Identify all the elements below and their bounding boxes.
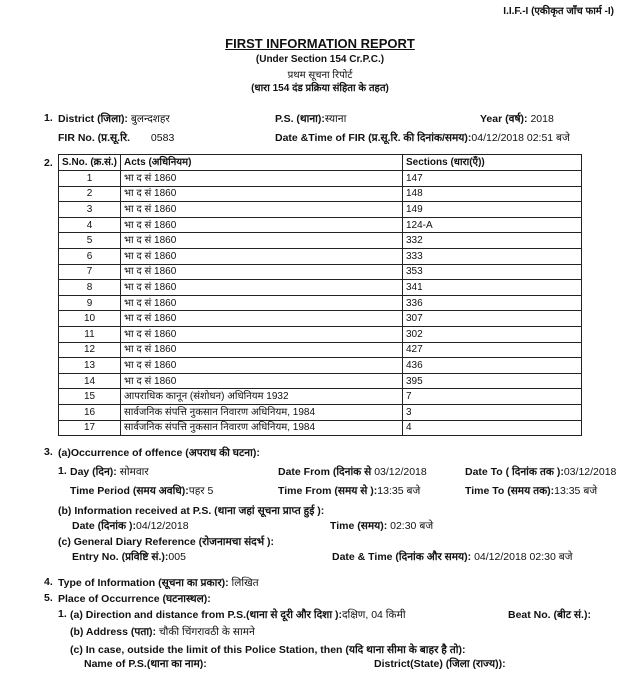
- diary-datetime-value: 04/12/2018 02:30 बजे: [474, 551, 573, 563]
- entry-value: 005: [168, 551, 186, 563]
- row-act: भा द सं 1860: [121, 342, 403, 358]
- fir-datetime-field: [275, 131, 570, 145]
- acts-sections-table: [58, 154, 582, 436]
- address-label: (b) Address (पता):: [70, 626, 157, 638]
- direction-value: दक्षिण, 04 किमी: [341, 609, 406, 621]
- row-section: 124-A: [403, 217, 582, 233]
- table-row: [59, 202, 582, 218]
- table-row: [59, 217, 582, 233]
- row-act: भा द सं 1860: [121, 326, 403, 342]
- row-act: भा द सं 1860: [121, 264, 403, 280]
- row-section: 341: [403, 280, 582, 296]
- table-row: [59, 248, 582, 264]
- col-acts-header: Acts (अधिनियम): [121, 155, 403, 171]
- row-section: 3: [403, 404, 582, 420]
- date-to-label: Date To ( दिनांक तक ):: [465, 466, 564, 478]
- row-act: भा द सं 1860: [121, 202, 403, 218]
- fir-label: FIR No. (प्र.सू.रि.: [58, 132, 130, 144]
- row-sno: 7: [59, 264, 121, 280]
- info-time-field: [330, 519, 433, 533]
- address-value: चौकी चिंगरावठी के सामने: [158, 626, 255, 638]
- row-section: 427: [403, 342, 582, 358]
- table-header-row: [59, 155, 582, 171]
- row-act: भा द सं 1860: [121, 186, 403, 202]
- diary-datetime-label: Date & Time (दिनांक और समय):: [332, 551, 472, 563]
- outside-limit-heading: (c) In case, outside the limit of this Police Station, then (यदि थाना सीमा के बाहर है तो):: [70, 644, 466, 656]
- day-label: Day (दिन):: [70, 466, 117, 478]
- row-act: भा द सं 1860: [121, 280, 403, 296]
- time-to-label: Time To (समय तक):: [465, 485, 555, 497]
- row-section: 147: [403, 171, 582, 187]
- item3-number: 3.: [44, 446, 53, 458]
- row-section: 307: [403, 311, 582, 327]
- row-act: सार्वजनिक संपत्ति नुकसान निवारण अधिनियम, 1984: [121, 420, 403, 436]
- form-code: I.I.F.-I (एकीकृत जाँच फार्म -I): [503, 6, 614, 17]
- row-sno: 10: [59, 311, 121, 327]
- date-from-value: 03/12/2018: [374, 466, 427, 478]
- row-act: भा द सं 1860: [121, 248, 403, 264]
- table-row: [59, 233, 582, 249]
- row-act: आपराधिक कानून (संशोधन) अधिनियम 1932: [121, 389, 403, 405]
- table-row: [59, 389, 582, 405]
- table-row: [59, 358, 582, 374]
- time-to-value: 13:35 बजे: [554, 485, 598, 497]
- day-field: [70, 465, 149, 479]
- info-time-value: 02:30 बजे: [390, 520, 434, 532]
- col-sections-header: Sections (धारा(एँ)): [403, 155, 582, 171]
- diary-datetime-field: [332, 550, 573, 564]
- row-act: भा द सं 1860: [121, 311, 403, 327]
- outside-ps-name-label: Name of P.S.(थाना का नाम):: [84, 658, 207, 670]
- table-row: [59, 295, 582, 311]
- col-sno-header: S.No. (क्र.सं.): [59, 155, 121, 171]
- time-to-field: [465, 484, 597, 498]
- fir-value: 0583: [150, 132, 175, 144]
- district-value: बुलन्दशहर: [130, 113, 170, 125]
- info-received-heading: (b) Information received at P.S. (थाना जहां सूचना प्राप्त हुई ):: [58, 505, 325, 517]
- time-period-field: [70, 484, 213, 498]
- table-row: [59, 342, 582, 358]
- day-number: 1.: [58, 465, 67, 477]
- row-sno: 11: [59, 326, 121, 342]
- row-sno: 4: [59, 217, 121, 233]
- direction-number: 1.: [58, 608, 67, 620]
- date-from-label: Date From (दिनांक से: [278, 466, 372, 478]
- row-act: भा द सं 1860: [121, 171, 403, 187]
- row-sno: 5: [59, 233, 121, 249]
- row-section: 333: [403, 248, 582, 264]
- row-section: 149: [403, 202, 582, 218]
- subtitle-hindi: प्रथम सूचना रिपोर्ट: [287, 70, 353, 81]
- row-sno: 13: [59, 358, 121, 374]
- table-row: [59, 373, 582, 389]
- row-sno: 6: [59, 248, 121, 264]
- row-sno: 1: [59, 171, 121, 187]
- ps-label: P.S. (थाना):: [275, 113, 325, 125]
- day-value: सोमवार: [119, 466, 149, 478]
- fir-date-label: Date &Time of FIR (प्र.सू.रि. की दिनांक/समय):: [275, 132, 472, 144]
- beat-number-label: Beat No. (बीट सं.):: [508, 609, 591, 621]
- row-act: भा द सं 1860: [121, 217, 403, 233]
- ps-value: स्याना: [324, 113, 347, 125]
- info-type-value: लिखित: [231, 577, 259, 589]
- year-label: Year (वर्ष):: [480, 113, 528, 125]
- row-sno: 8: [59, 280, 121, 296]
- row-sno: 17: [59, 420, 121, 436]
- table-row: [59, 186, 582, 202]
- district-field: [58, 112, 170, 126]
- info-date-value: 04/12/2018: [136, 520, 189, 532]
- date-to-value: 03/12/2018: [563, 466, 617, 478]
- time-from-label: Time From (समय से ):: [278, 485, 378, 497]
- row-section: 332: [403, 233, 582, 249]
- fir-number-field: [58, 131, 174, 145]
- date-to-field: [465, 465, 616, 479]
- row-sno: 14: [59, 373, 121, 389]
- row-act: भा द सं 1860: [121, 373, 403, 389]
- row-sno: 9: [59, 295, 121, 311]
- info-type-label: Type of Information (सूचना का प्रकार):: [58, 577, 229, 589]
- row-section: 302: [403, 326, 582, 342]
- table-row: [59, 264, 582, 280]
- fir-date-value: 04/12/2018 02:51 बजे: [471, 132, 570, 144]
- row-sno: 16: [59, 404, 121, 420]
- info-type-field: [58, 576, 259, 590]
- table-row: [59, 280, 582, 296]
- row-section: 336: [403, 295, 582, 311]
- district-label: District (जिला):: [58, 113, 128, 125]
- info-time-label: Time (समय):: [330, 520, 388, 532]
- time-period-value: पहर 5: [188, 485, 214, 497]
- row-section: 7: [403, 389, 582, 405]
- direction-label: (a) Direction and distance from P.S.(थाना से दूरी और दिशा ):: [70, 609, 342, 621]
- date-from-field: [278, 465, 427, 479]
- item4-number: 4.: [44, 576, 53, 588]
- row-section: 436: [403, 358, 582, 374]
- row-act: भा द सं 1860: [121, 233, 403, 249]
- page-title: FIRST INFORMATION REPORT: [225, 36, 415, 51]
- address-field: [70, 625, 255, 639]
- row-act: भा द सं 1860: [121, 358, 403, 374]
- time-from-value: 13:35 बजे: [377, 485, 421, 497]
- table-row: [59, 326, 582, 342]
- subtitle-hindi-section: (धारा 154 दंड प्रक्रिया संहिता के तहत): [251, 83, 389, 94]
- direction-field: [70, 608, 406, 622]
- row-section: 395: [403, 373, 582, 389]
- row-section: 4: [403, 420, 582, 436]
- row-act: भा द सं 1860: [121, 295, 403, 311]
- diary-reference-heading: (c) General Diary Reference (रोजनामचा संदर्भ ):: [58, 536, 275, 548]
- occurrence-heading: (a)Occurrence of offence (अपराध की घटना):: [58, 447, 260, 459]
- year-value: 2018: [530, 113, 554, 125]
- row-sno: 12: [59, 342, 121, 358]
- police-station-field: [275, 112, 346, 126]
- row-section: 353: [403, 264, 582, 280]
- year-field: [480, 112, 554, 126]
- info-date-field: [72, 519, 189, 533]
- row-sno: 3: [59, 202, 121, 218]
- item2-number: 2.: [44, 157, 53, 169]
- entry-label: Entry No. (प्रविष्टि सं.):: [72, 551, 169, 563]
- info-date-label: Date (दिनांक ):: [72, 520, 136, 532]
- row-sno: 15: [59, 389, 121, 405]
- entry-number-field: [72, 550, 186, 564]
- time-period-label: Time Period (समय अवधि):: [70, 485, 189, 497]
- place-heading: Place of Occurrence (घटनास्थल):: [58, 593, 211, 605]
- item1-number: 1.: [44, 112, 53, 124]
- row-section: 148: [403, 186, 582, 202]
- table-row: [59, 404, 582, 420]
- table-row: [59, 311, 582, 327]
- outside-district-label: District(State) (जिला (राज्य)):: [374, 658, 506, 670]
- table-row: [59, 171, 582, 187]
- table-row: [59, 420, 582, 436]
- subtitle-section: (Under Section 154 Cr.P.C.): [255, 54, 385, 65]
- row-act: सार्वजनिक संपत्ति नुकसान निवारण अधिनियम, 1984: [121, 404, 403, 420]
- item5-number: 5.: [44, 592, 53, 604]
- time-from-field: [278, 484, 420, 498]
- row-sno: 2: [59, 186, 121, 202]
